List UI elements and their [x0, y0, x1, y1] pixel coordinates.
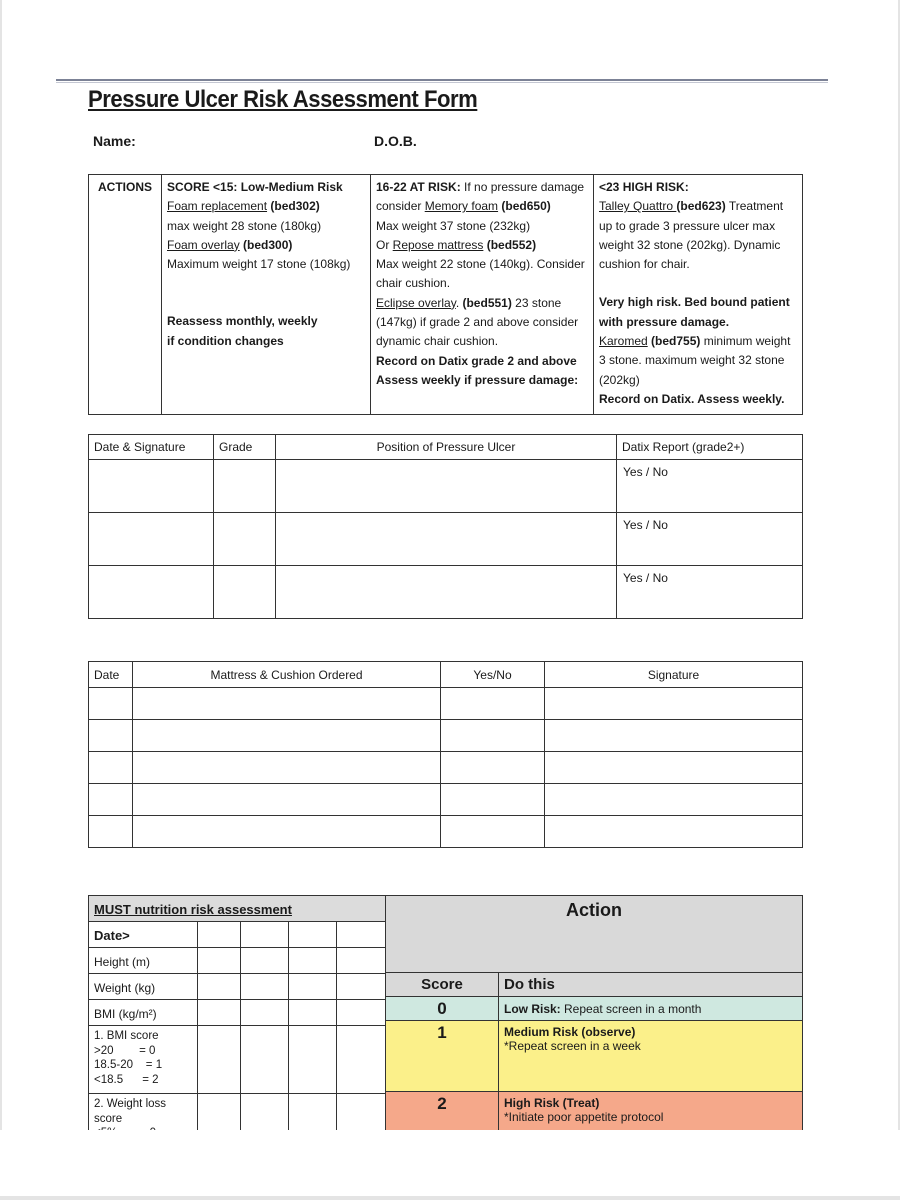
- must-cell[interactable]: [198, 1026, 241, 1094]
- yes-no-cell[interactable]: [441, 816, 545, 848]
- date-cell[interactable]: [89, 720, 133, 752]
- must-cell[interactable]: [337, 922, 386, 948]
- ordered-cell[interactable]: [133, 752, 441, 784]
- col-date: Date: [89, 662, 133, 688]
- high-risk-datix-note: Record on Datix. Assess weekly.: [599, 391, 785, 406]
- low-risk-note: Reassess monthly, weekly if condition changes: [167, 314, 318, 348]
- medium-risk-action: [499, 1021, 803, 1092]
- bmi-score-cell: [89, 1026, 198, 1094]
- must-cell[interactable]: [241, 1026, 289, 1094]
- date-cell[interactable]: [89, 816, 133, 848]
- ordered-cell[interactable]: [133, 784, 441, 816]
- height-row-label: Height (m): [89, 948, 198, 974]
- mattress-cushion-table: [88, 661, 803, 848]
- date-row-label: Date>: [89, 922, 198, 948]
- karomed-link[interactable]: Karomed: [599, 334, 648, 349]
- must-cell[interactable]: [289, 922, 337, 948]
- col-position: Position of Pressure Ulcer: [276, 435, 617, 460]
- talley-quattro-text: Treatment up to grade 3 pressure ulcer max weight 32 stone (202kg). Dynamic cushion for chair.: [599, 199, 784, 272]
- datix-yes-no[interactable]: Yes / No: [617, 513, 803, 566]
- pressure-ulcer-table: [88, 434, 803, 619]
- datix-yes-no[interactable]: Yes / No: [617, 566, 803, 619]
- actions-label: ACTIONS: [89, 175, 162, 415]
- must-cell[interactable]: [198, 922, 241, 948]
- karomed-text: minimum weight 3 stone. maximum weight 32 stone (202kg): [599, 334, 791, 387]
- date-cell[interactable]: [89, 784, 133, 816]
- must-cell[interactable]: [241, 974, 289, 1000]
- date-signature-cell[interactable]: [89, 460, 214, 513]
- repose-mattress-code: (bed552): [486, 237, 537, 252]
- bmi-score-line: >20 = 0: [94, 1044, 156, 1057]
- page-bottom-edge: [0, 1196, 900, 1200]
- signature-cell[interactable]: [545, 784, 803, 816]
- must-cell[interactable]: [241, 948, 289, 974]
- bmi-score-label: 1. BMI score: [94, 1030, 159, 1042]
- at-risk-heading-text: If no pressure damage consider: [376, 180, 585, 214]
- repose-mattress-text: Max weight 22 stone (140kg). Consider chair cushion.: [376, 257, 585, 291]
- signature-cell[interactable]: [545, 752, 803, 784]
- must-cell[interactable]: [241, 922, 289, 948]
- weight-loss-label: 2. Weight loss score: [94, 1098, 167, 1125]
- signature-cell[interactable]: [545, 720, 803, 752]
- table-row: [89, 460, 803, 513]
- grade-cell[interactable]: [214, 460, 276, 513]
- or-text: Or: [376, 237, 393, 252]
- position-cell[interactable]: [276, 513, 617, 566]
- must-cell[interactable]: [337, 1000, 386, 1026]
- foam-replacement-code: (bed302): [270, 199, 320, 214]
- at-risk-cell: 16-22 AT RISK: If no pressure damage consider Memory foam (bed650) Max weight 37 stone (232kg) Or Repose mattress (bed552) Max weight 22 stone (140kg). Consider chair cushion. Eclipse overlay. (bed551) 23 stone (147kg) if grade 2 and above consider dynamic chair cushion. Record on Datix grade 2 and above Assess weekly if pressure damage:: [371, 175, 594, 415]
- high-risk-label: High Risk (Treat): [504, 1096, 600, 1110]
- low-risk-text: Repeat screen in a month: [560, 1001, 702, 1016]
- table-row: [89, 816, 803, 848]
- col-grade: Grade: [214, 435, 276, 460]
- at-risk-note-datix: Record on Datix grade 2 and above: [376, 353, 577, 368]
- col-yes-no: Yes/No: [441, 662, 545, 688]
- table-row: [89, 513, 803, 566]
- must-cell[interactable]: [289, 948, 337, 974]
- col-datix-report: Datix Report (grade2+): [617, 435, 803, 460]
- high-risk-cell: [594, 175, 803, 415]
- must-nutrition-table: [88, 895, 386, 1142]
- at-risk-heading: 16-22 AT RISK:: [376, 180, 461, 194]
- ordered-cell[interactable]: [133, 720, 441, 752]
- talley-quattro-link[interactable]: Talley Quattro: [599, 199, 677, 214]
- date-signature-cell[interactable]: [89, 566, 214, 619]
- high-risk-heading: <23 HIGH RISK:: [599, 180, 689, 194]
- score-2: 2: [386, 1092, 499, 1145]
- bmi-row-label: BMI (kg/m²): [89, 1000, 198, 1026]
- yes-no-cell[interactable]: [441, 752, 545, 784]
- high-risk-text: *Initiate poor appetite protocol: [504, 1110, 664, 1124]
- datix-yes-no[interactable]: Yes / No: [617, 460, 803, 513]
- action-table: [385, 895, 803, 1145]
- signature-cell[interactable]: [545, 688, 803, 720]
- low-risk-cell: [162, 175, 371, 415]
- table-row: [89, 566, 803, 619]
- grade-cell[interactable]: [214, 566, 276, 619]
- repose-mattress-link[interactable]: Repose mattress: [392, 237, 484, 252]
- eclipse-overlay-link[interactable]: Eclipse overlay: [376, 295, 456, 310]
- must-cell[interactable]: [337, 1026, 386, 1094]
- yes-no-cell[interactable]: [441, 720, 545, 752]
- score-1: 1: [386, 1021, 499, 1092]
- talley-quattro-code: (bed623): [676, 199, 726, 214]
- memory-foam-text: Max weight 37 stone (232kg): [376, 218, 531, 233]
- page-cutoff: [0, 1130, 900, 1200]
- yes-no-cell[interactable]: [441, 688, 545, 720]
- must-cell[interactable]: [289, 974, 337, 1000]
- dob-label: D.O.B.: [374, 133, 417, 149]
- medium-risk-text: *Repeat screen in a week: [504, 1039, 641, 1053]
- at-risk-note-assess: Assess weekly if pressure damage:: [376, 372, 579, 387]
- table-row: [89, 752, 803, 784]
- bmi-score-line: 18.5-20 = 1: [94, 1059, 163, 1071]
- must-title: MUST nutrition risk assessment: [94, 902, 292, 917]
- eclipse-overlay-code: (bed551): [462, 295, 512, 310]
- must-cell[interactable]: [198, 1000, 241, 1026]
- yes-no-cell[interactable]: [441, 784, 545, 816]
- karomed-code: (bed755): [651, 334, 701, 349]
- foam-replacement-link[interactable]: Foam replacement: [167, 199, 268, 214]
- position-cell[interactable]: [276, 460, 617, 513]
- must-cell[interactable]: [241, 1000, 289, 1026]
- must-title-cell: [89, 896, 386, 922]
- date-cell[interactable]: [89, 688, 133, 720]
- must-cell[interactable]: [289, 1000, 337, 1026]
- signature-cell[interactable]: [545, 816, 803, 848]
- low-risk-heading: SCORE <15: Low-Medium Risk: [167, 180, 343, 194]
- weight-row-label: Weight (kg): [89, 974, 198, 1000]
- page-title: Pressure Ulcer Risk Assessment Form: [88, 86, 478, 113]
- low-risk-action: [499, 997, 803, 1021]
- ordered-cell[interactable]: [133, 688, 441, 720]
- col-signature: Signature: [545, 662, 803, 688]
- foam-replacement-text: max weight 28 stone (180kg): [167, 218, 322, 233]
- foam-overlay-code: (bed300): [243, 237, 293, 252]
- must-cell[interactable]: [289, 1026, 337, 1094]
- medium-risk-label: Medium Risk (observe): [504, 1025, 636, 1039]
- table-row: [89, 720, 803, 752]
- position-cell[interactable]: [276, 566, 617, 619]
- low-risk-label: Low Risk:: [504, 1001, 561, 1016]
- must-cell[interactable]: [337, 948, 386, 974]
- date-cell[interactable]: [89, 752, 133, 784]
- eclipse-overlay-text: 23 stone (147kg) if grade 2 and above consider dynamic chair cushion.: [376, 295, 579, 349]
- score-header: Score: [386, 973, 499, 997]
- ordered-cell[interactable]: [133, 816, 441, 848]
- grade-cell[interactable]: [214, 513, 276, 566]
- memory-foam-code: (bed650): [501, 199, 551, 214]
- action-title: Action: [386, 896, 803, 973]
- must-cell[interactable]: [198, 948, 241, 974]
- table-row: [89, 688, 803, 720]
- header-rule: [56, 79, 828, 81]
- foam-overlay-text: Maximum weight 17 stone (108kg): [167, 257, 351, 272]
- bmi-score-line: <18.5 = 2: [94, 1073, 159, 1086]
- col-mattress-cushion: Mattress & Cushion Ordered: [133, 662, 441, 688]
- header-rule-shadow: [56, 82, 828, 83]
- score-0: 0: [386, 997, 499, 1021]
- risk-actions-table: [88, 174, 803, 415]
- memory-foam-link[interactable]: Memory foam: [424, 199, 499, 214]
- must-cell[interactable]: [198, 974, 241, 1000]
- do-this-header: Do this: [499, 973, 803, 997]
- name-label: Name:: [93, 133, 136, 149]
- foam-overlay-link[interactable]: Foam overlay: [167, 237, 240, 252]
- col-date-signature: Date & Signature: [89, 435, 214, 460]
- date-signature-cell[interactable]: [89, 513, 214, 566]
- table-row: [89, 784, 803, 816]
- must-cell[interactable]: [337, 974, 386, 1000]
- high-risk-note: Very high risk. Bed bound patient with pressure damage.: [599, 295, 790, 329]
